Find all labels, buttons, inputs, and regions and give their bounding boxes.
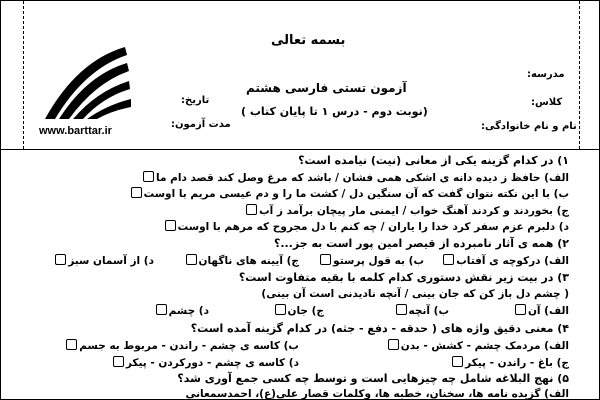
option-label: ب) به قول پرستو bbox=[333, 255, 424, 267]
question-4-prompt: ۴) معنی دقیق واژه های ( حدقه - دفع - جثه) در کدام گزینه آمده است؟ bbox=[190, 322, 569, 335]
option-label: الف) درکوچه ی آفتاب bbox=[456, 255, 569, 267]
answer-checkbox[interactable] bbox=[515, 304, 526, 315]
exam-subtitle: (نوبت دوم - درس ۱ تا پایان کتاب ) bbox=[241, 105, 428, 118]
answer-checkbox[interactable] bbox=[275, 304, 286, 315]
option-label: ج) بخوردند و کردند آهنگ خواب / ایمنی مار پیچان برآمد ز آب bbox=[259, 205, 569, 217]
option-label: د) از آسمان سبز bbox=[68, 255, 154, 267]
question-2-option-d[interactable] bbox=[53, 254, 154, 267]
question-4-option-a[interactable] bbox=[386, 339, 569, 352]
duration-label: مدت آزمون: bbox=[171, 119, 231, 130]
answer-checkbox[interactable] bbox=[246, 204, 257, 215]
answer-checkbox[interactable] bbox=[113, 356, 124, 367]
class-label: کلاس: bbox=[531, 97, 563, 108]
option-label: الف) آن bbox=[527, 305, 569, 317]
student-name-label: نام و نام خانوادگی: bbox=[481, 121, 577, 132]
option-label: ب) آنچه bbox=[408, 305, 449, 317]
option-label: ج) باغ - راندن - پیکر bbox=[465, 357, 569, 369]
question-4-option-b[interactable] bbox=[64, 339, 299, 352]
answer-checkbox[interactable] bbox=[66, 339, 77, 350]
answer-checkbox[interactable] bbox=[165, 220, 176, 231]
question-1-option-b[interactable] bbox=[129, 187, 569, 200]
option-label: الف) گزیده نامه ها، سخنان، خطبه ها، وکلمات قصار علی(ع)، احمدسمعانی bbox=[185, 388, 569, 400]
question-2-option-a[interactable] bbox=[441, 254, 569, 267]
question-2-option-c[interactable] bbox=[184, 254, 300, 267]
question-1-prompt: ۱) در کدام گزینه یکی از معانی (نیت) نیامده است؟ bbox=[298, 154, 569, 167]
option-label: الف) مردمک چشم - کشش - بدن bbox=[400, 340, 569, 352]
question-4-option-c[interactable] bbox=[450, 356, 569, 369]
website-url[interactable]: www.barttar.ir bbox=[39, 125, 112, 137]
option-label: ج) جان bbox=[287, 305, 324, 317]
barttar-logo-icon bbox=[37, 39, 133, 125]
question-3-verse: ( چشم دل باز کن که جان بینی / آنچه نادیدنی است آن بینی) bbox=[261, 288, 569, 300]
question-3-option-b[interactable] bbox=[394, 304, 449, 317]
option-label: د) دلبرم عزم سفر کرد خدا را یاران / چه کنم با دل مجروح که مرهم با اوست bbox=[177, 221, 569, 233]
option-label: ب) با این نکته نتوان گفت که آن سنگین دل / کشت ما را و دم عیسی مریم با اوست bbox=[143, 188, 569, 200]
option-label: ج) آیینه های ناگهان bbox=[198, 255, 299, 267]
answer-checkbox[interactable] bbox=[55, 254, 66, 265]
bismillah-heading: بسمه تعالی bbox=[271, 33, 346, 48]
option-label: د) کاسه ی چشم - دورکردن - پیکر bbox=[125, 357, 299, 369]
answer-checkbox[interactable] bbox=[143, 171, 154, 182]
date-label: تاریخ: bbox=[181, 95, 210, 106]
question-3-option-c[interactable] bbox=[273, 304, 325, 317]
answer-checkbox[interactable] bbox=[156, 304, 167, 315]
question-1-option-a[interactable] bbox=[141, 171, 569, 184]
exam-header bbox=[1, 1, 600, 150]
answer-checkbox[interactable] bbox=[131, 187, 142, 198]
question-5-option-a[interactable] bbox=[185, 388, 569, 400]
exam-title: آزمون تستی فارسی هشتم bbox=[246, 81, 407, 95]
question-2-option-b[interactable] bbox=[318, 254, 424, 267]
answer-checkbox[interactable] bbox=[396, 304, 407, 315]
answer-checkbox[interactable] bbox=[388, 339, 399, 350]
question-2-prompt: ۲) همه ی آثار نامبرده از قیصر امین پور است به جز...؟ bbox=[273, 237, 569, 250]
option-label: د) چشم bbox=[168, 305, 209, 317]
question-1-option-d[interactable] bbox=[163, 220, 569, 233]
question-3-prompt: ۳) در بیت زیر نقش دستوری کدام کلمه با بقیه متفاوت است؟ bbox=[238, 271, 569, 284]
question-3-option-a[interactable] bbox=[513, 304, 569, 317]
question-1-option-c[interactable] bbox=[244, 204, 569, 217]
question-3-option-d[interactable] bbox=[154, 304, 209, 317]
left-margin-line bbox=[23, 1, 24, 149]
option-label: الف) حافظ ز دیده دانه ی اشکی همی فشان / باشد که مرغ وصل کند قصد دام ما bbox=[156, 172, 569, 184]
question-5-prompt: ۵) نهج البلاغه شامل چه چیزهایی است و توسط چه کسی جمع آوری شد؟ bbox=[177, 372, 569, 385]
school-label: مدرسه: bbox=[527, 69, 565, 80]
answer-checkbox[interactable] bbox=[320, 254, 331, 265]
option-label: ب) کاسه ی چشم - راندن - مربوط به جسم bbox=[79, 340, 299, 352]
right-margin-line bbox=[579, 1, 580, 149]
answer-checkbox[interactable] bbox=[186, 254, 197, 265]
question-4-option-d[interactable] bbox=[111, 356, 299, 369]
answer-checkbox[interactable] bbox=[443, 254, 454, 265]
answer-checkbox[interactable] bbox=[452, 356, 463, 367]
